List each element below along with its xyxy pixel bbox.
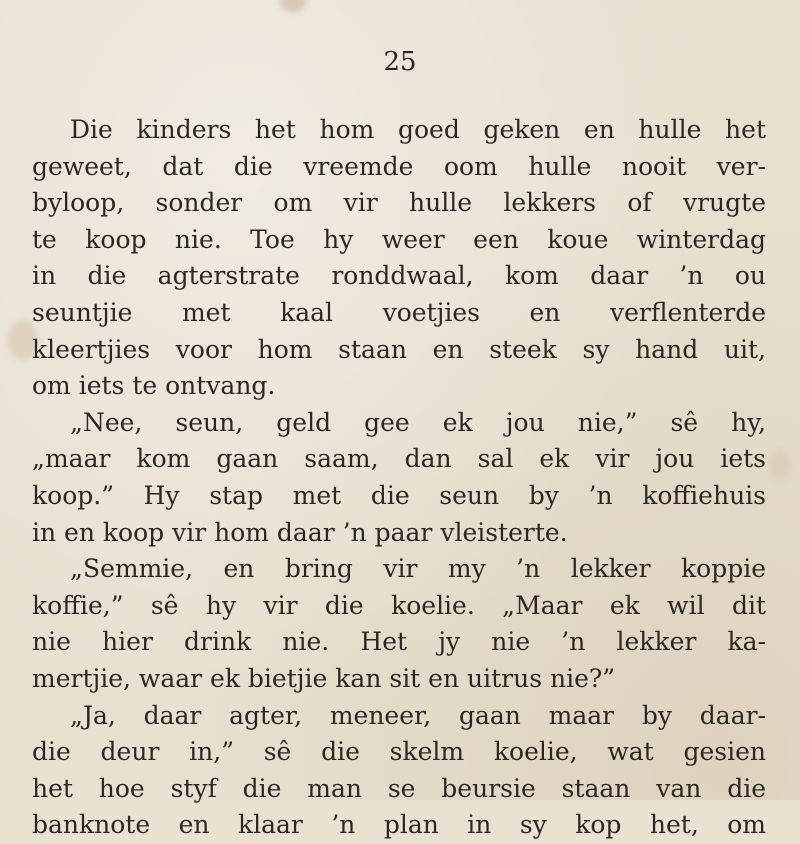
- text-line: „Semmie, en bring vir my ’n lekker koppie: [70, 554, 766, 584]
- text-line: Die kinders het hom goed geken en hulle het: [70, 115, 766, 144]
- text-line: „Nee, seun, geld gee ek jou nie,” sê hy,: [70, 407, 766, 437]
- text-line: banknote en klaar ’n plan in sy kop het, om: [32, 810, 766, 840]
- text-line: in die agterstrate ronddwaal, kom daar ’n ou: [32, 261, 766, 291]
- page-number: 25: [383, 47, 417, 77]
- text-line: byloop, sonder om vir hulle lekkers of vrugte: [32, 188, 766, 218]
- text-line: te koop nie. Toe hy weer een koue winterdag: [32, 224, 766, 254]
- paper-stain: [280, 0, 306, 12]
- text-line: om iets te ontvang.: [32, 371, 276, 401]
- body-text: [32, 112, 766, 844]
- text-line: nie hier drink nie. Het jy nie ’n lekker ka-: [32, 627, 766, 657]
- text-line: seuntjie met kaal voetjies en verflenterde: [32, 297, 766, 327]
- text-line: „maar kom gaan saam, dan sal ek vir jou iets: [32, 444, 766, 474]
- text-line: koffie,” sê hy vir die koelie. „Maar ek wil dit: [32, 590, 766, 620]
- text-line: het hoe styf die man se beursie staan van die: [32, 773, 766, 803]
- text-line: mertjie, waar ek bietjie kan sit en uitrus nie?”: [32, 663, 616, 693]
- paper-stain: [770, 450, 790, 480]
- text-line: geweet, dat die vreemde oom hulle nooit ver-: [32, 151, 766, 181]
- text-line: in en koop vir hom daar ’n paar vleisterte.: [32, 517, 568, 547]
- text-line: „Ja, daar agter, meneer, gaan maar by daar-: [70, 700, 766, 730]
- text-line: koop.” Hy stap met die seun by ’n koffiehuis: [32, 480, 766, 510]
- text-line: die deur in,” sê die skelm koelie, wat gesien: [32, 737, 766, 767]
- text-line: kleertjies voor hom staan en steek sy hand uit,: [32, 334, 766, 364]
